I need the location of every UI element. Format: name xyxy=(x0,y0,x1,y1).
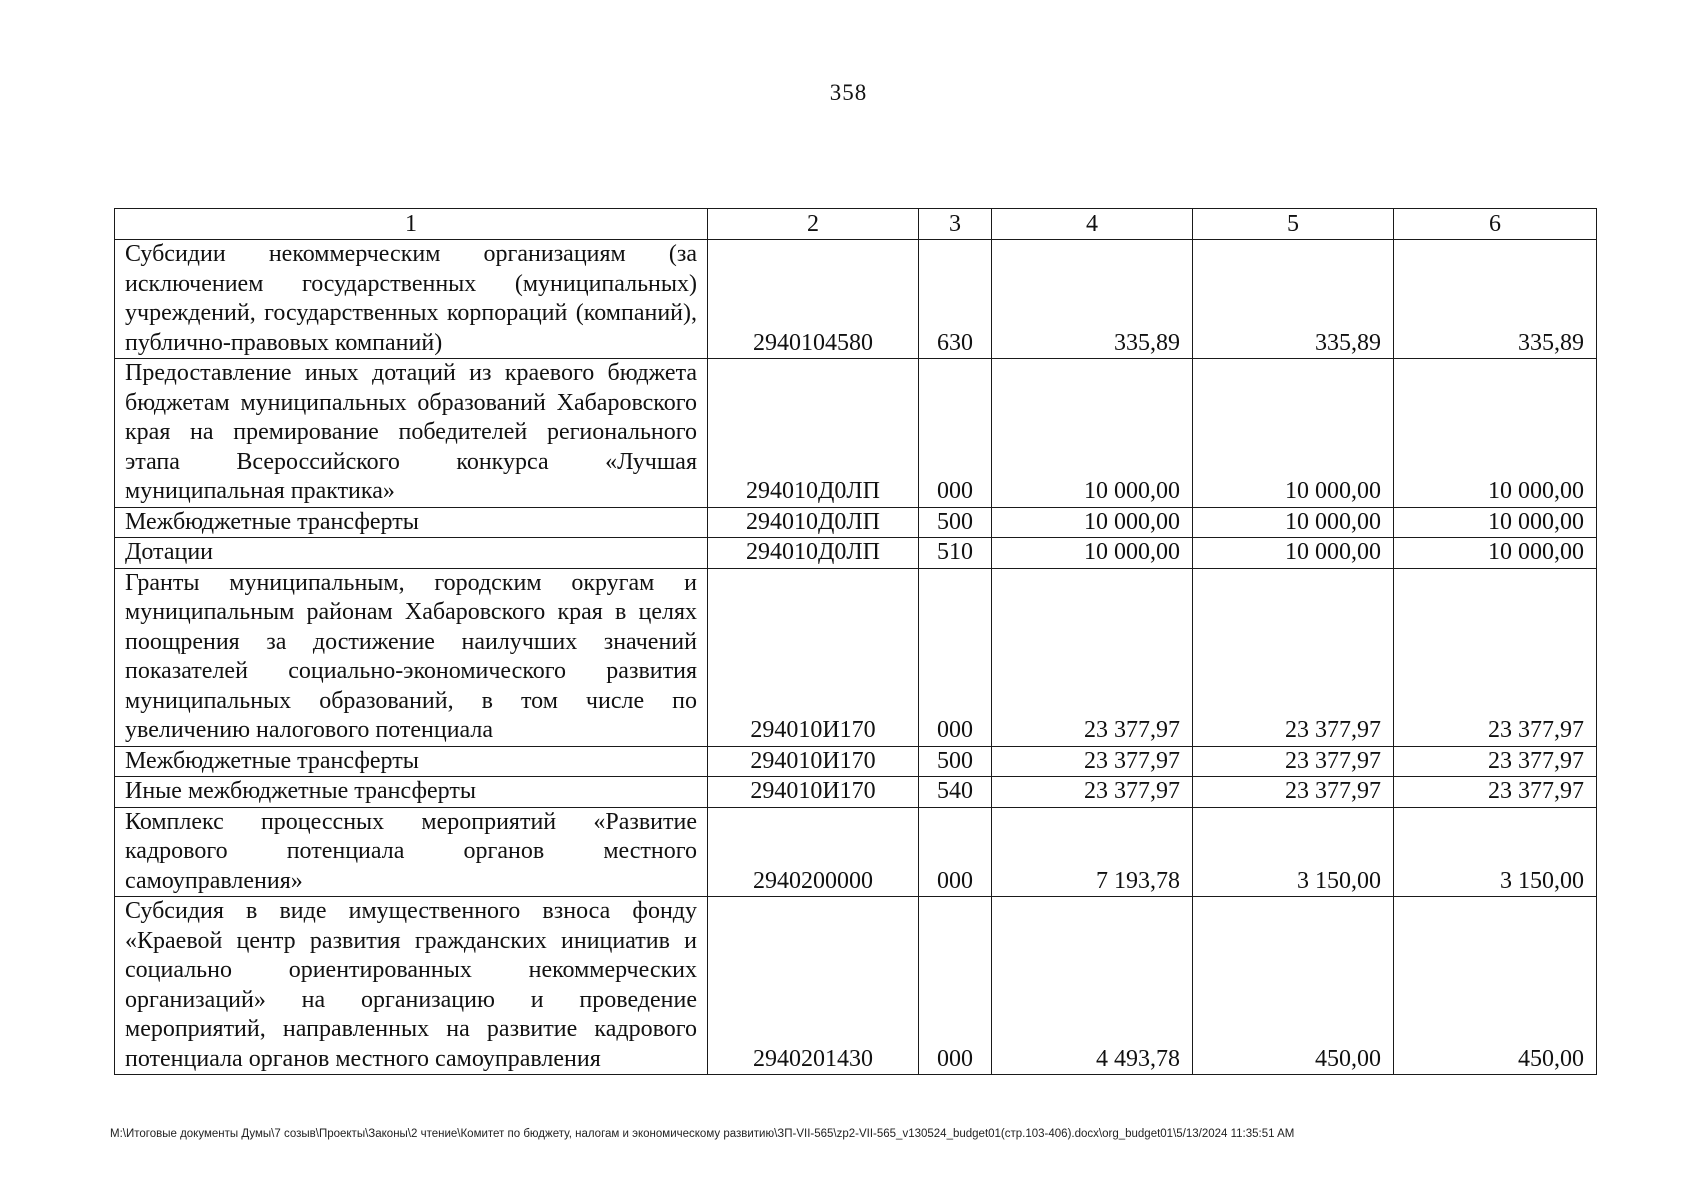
row-value-3: 10 000,00 xyxy=(1394,359,1597,508)
row-type: 540 xyxy=(919,777,992,808)
row-value-1: 23 377,97 xyxy=(992,568,1193,746)
row-value-2: 335,89 xyxy=(1193,240,1394,359)
table-row xyxy=(115,777,1597,808)
row-value-3: 335,89 xyxy=(1394,240,1597,359)
row-type: 630 xyxy=(919,240,992,359)
row-value-3: 3 150,00 xyxy=(1394,807,1597,897)
row-code: 294010Д0ЛП xyxy=(708,507,919,538)
row-value-2: 450,00 xyxy=(1193,897,1394,1075)
table-header-row xyxy=(115,209,1597,240)
row-value-2: 10 000,00 xyxy=(1193,507,1394,538)
column-header-5: 5 xyxy=(1193,209,1394,240)
row-value-1: 10 000,00 xyxy=(992,359,1193,508)
row-value-1: 23 377,97 xyxy=(992,746,1193,777)
row-code: 2940201430 xyxy=(708,897,919,1075)
row-type: 510 xyxy=(919,538,992,569)
row-code: 294010И170 xyxy=(708,568,919,746)
row-name: Иные межбюджетные трансферты xyxy=(115,777,708,808)
table-row xyxy=(115,746,1597,777)
budget-table xyxy=(114,208,1597,1075)
row-code: 2940200000 xyxy=(708,807,919,897)
row-value-1: 7 193,78 xyxy=(992,807,1193,897)
row-name: Комплекс процессных мероприятий «Развитие кадрового потенциала органов местного самоуправления» xyxy=(115,807,708,897)
row-type: 000 xyxy=(919,897,992,1075)
row-value-2: 23 377,97 xyxy=(1193,777,1394,808)
row-value-1: 23 377,97 xyxy=(992,777,1193,808)
row-value-2: 23 377,97 xyxy=(1193,746,1394,777)
row-code: 2940104580 xyxy=(708,240,919,359)
row-type: 500 xyxy=(919,746,992,777)
row-code: 294010Д0ЛП xyxy=(708,538,919,569)
row-type: 000 xyxy=(919,359,992,508)
row-value-1: 4 493,78 xyxy=(992,897,1193,1075)
table-row xyxy=(115,507,1597,538)
row-type: 500 xyxy=(919,507,992,538)
table-row xyxy=(115,359,1597,508)
footer-file-path: M:\Итоговые документы Думы\7 созыв\Проекты\Законы\2 чтение\Комитет по бюджету, налогам и экономическому развитию\ЗП-VII-565\zp2-VII-565_v130524_budget01(стр.103-406).docx\org_budget01\5/13/2024 11:35:51 AM xyxy=(110,1128,1295,1140)
row-code: 294010И170 xyxy=(708,746,919,777)
column-header-3: 3 xyxy=(919,209,992,240)
row-type: 000 xyxy=(919,807,992,897)
table-row xyxy=(115,568,1597,746)
row-code: 294010И170 xyxy=(708,777,919,808)
row-value-2: 3 150,00 xyxy=(1193,807,1394,897)
row-value-2: 10 000,00 xyxy=(1193,538,1394,569)
row-name: Гранты муниципальным, городским округам и муниципальным районам Хабаровского края в целях поощрения за достижение наилучших значений показателей социально-экономического развития муниципальных образований, в том числе по увеличению налогового потенциала xyxy=(115,568,708,746)
page-number: 358 xyxy=(829,80,868,105)
row-value-3: 450,00 xyxy=(1394,897,1597,1075)
column-header-1: 1 xyxy=(115,209,708,240)
table-row xyxy=(115,897,1597,1075)
row-name: Дотации xyxy=(115,538,708,569)
row-name: Предоставление иных дотаций из краевого бюджета бюджетам муниципальных образований Хабаровского края на премирование победителей регионального этапа Всероссийского конкурса «Лучшая муниципальная практика» xyxy=(115,359,708,508)
row-name: Субсидия в виде имущественного взноса фонду «Краевой центр развития гражданских инициатив и социально ориентированных некоммерческих организаций» на организацию и проведение мероприятий, направленных на развитие кадрового потенциала органов местного самоуправления xyxy=(115,897,708,1075)
row-name: Субсидии некоммерческим организациям (за исключением государственных (муниципальных) учреждений, государственных корпораций (компаний), публично-правовых компаний) xyxy=(115,240,708,359)
row-value-2: 23 377,97 xyxy=(1193,568,1394,746)
row-value-3: 23 377,97 xyxy=(1394,746,1597,777)
row-value-3: 23 377,97 xyxy=(1394,777,1597,808)
table-row xyxy=(115,538,1597,569)
table-row xyxy=(115,240,1597,359)
row-value-1: 10 000,00 xyxy=(992,507,1193,538)
row-name: Межбюджетные трансферты xyxy=(115,507,708,538)
column-header-4: 4 xyxy=(992,209,1193,240)
column-header-6: 6 xyxy=(1394,209,1597,240)
row-code: 294010Д0ЛП xyxy=(708,359,919,508)
row-value-2: 10 000,00 xyxy=(1193,359,1394,508)
row-value-3: 10 000,00 xyxy=(1394,538,1597,569)
row-name: Межбюджетные трансферты xyxy=(115,746,708,777)
table-row xyxy=(115,807,1597,897)
row-value-1: 10 000,00 xyxy=(992,538,1193,569)
column-header-2: 2 xyxy=(708,209,919,240)
row-value-3: 23 377,97 xyxy=(1394,568,1597,746)
row-type: 000 xyxy=(919,568,992,746)
row-value-3: 10 000,00 xyxy=(1394,507,1597,538)
row-value-1: 335,89 xyxy=(992,240,1193,359)
